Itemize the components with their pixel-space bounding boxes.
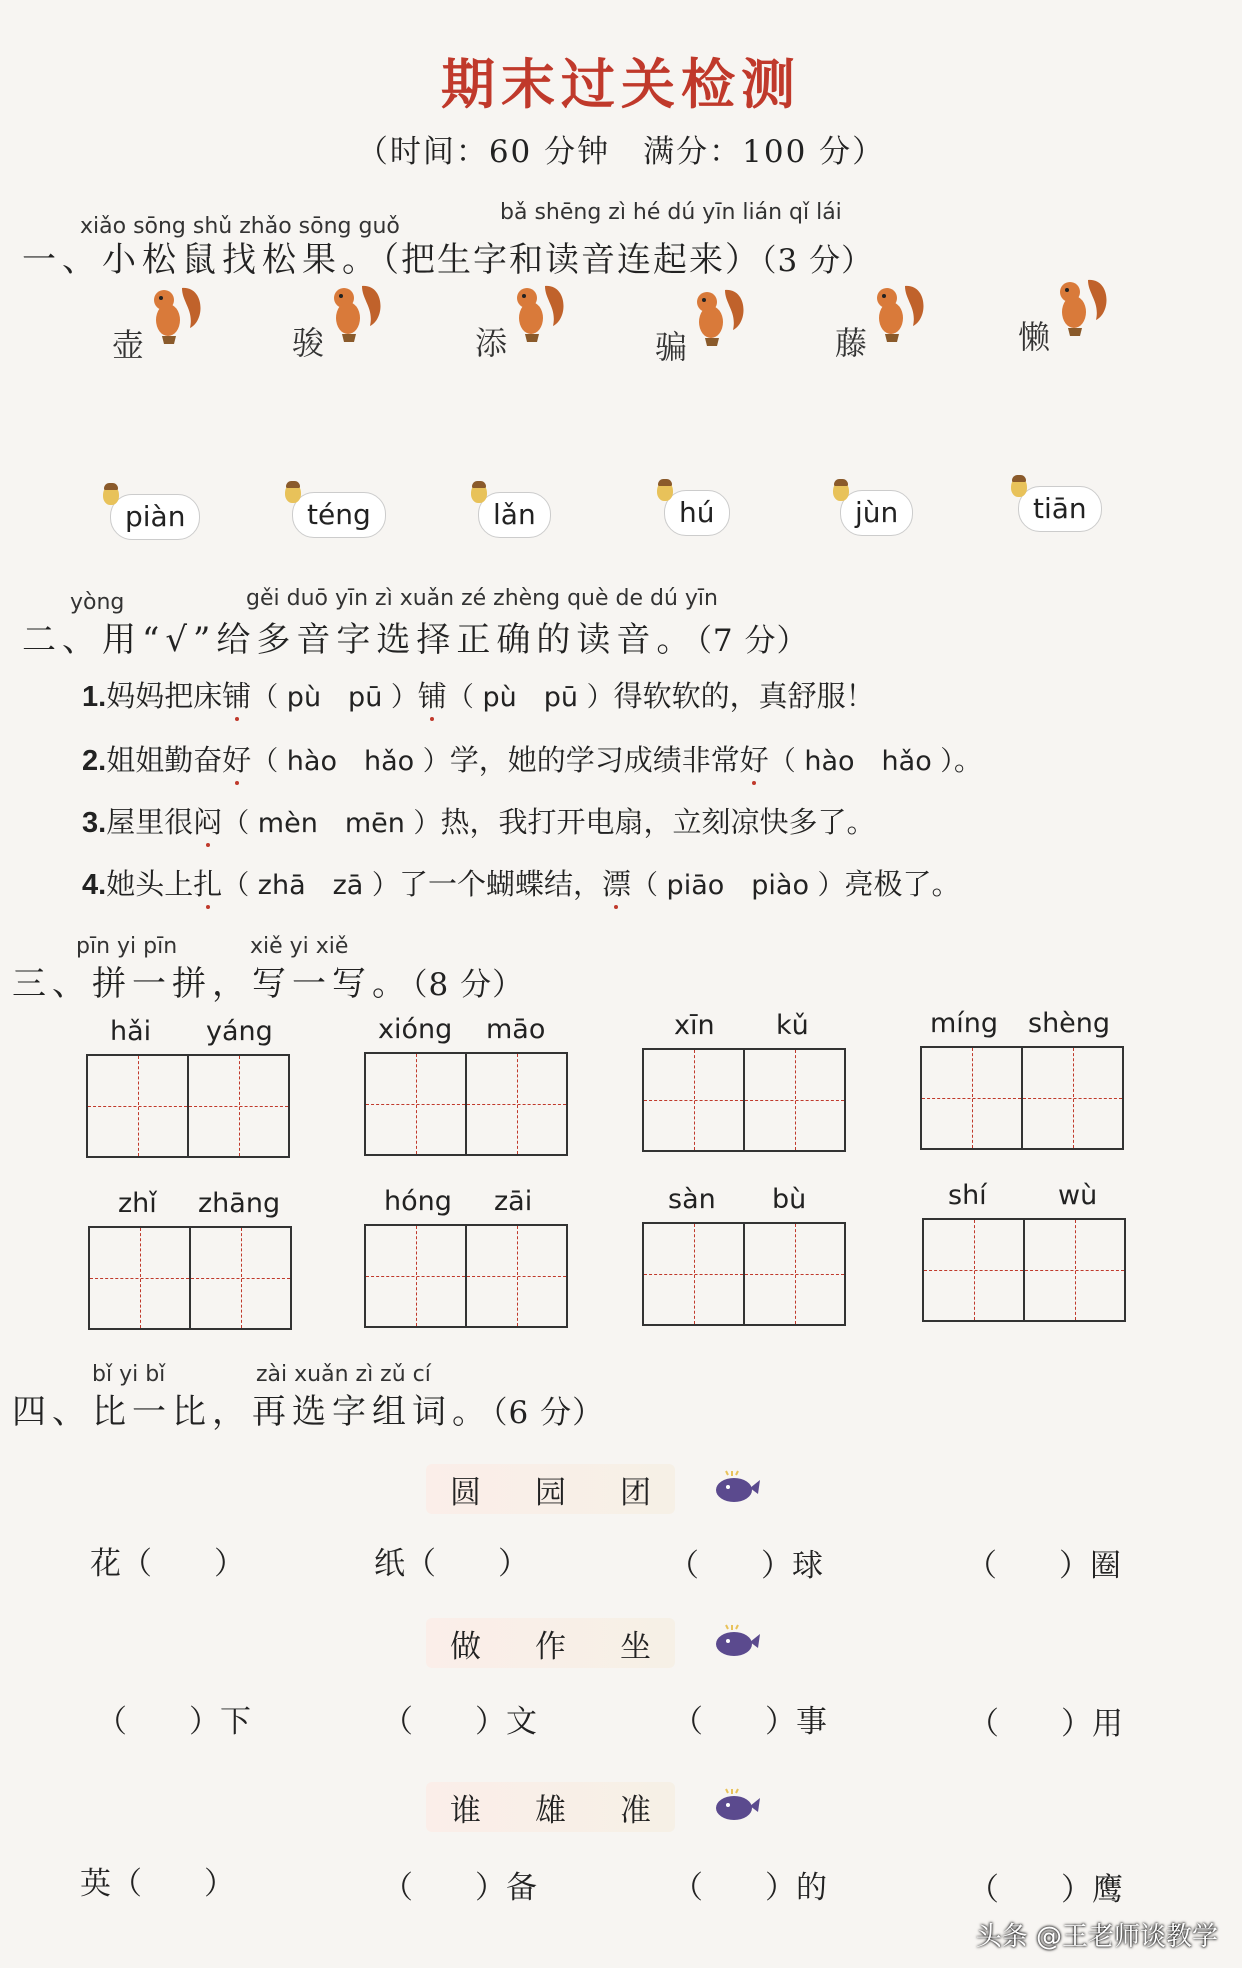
char-tian: 添 <box>475 324 508 362</box>
question-4: 4.她头上扎（ zhā zā ）了一个蝴蝶结，漂（ piāo piào ）亮极了。 <box>82 867 961 901</box>
whale-icon <box>712 1624 760 1658</box>
reading-chip[interactable]: téng <box>292 492 386 538</box>
writing-cell[interactable] <box>88 1056 187 1156</box>
writing-cell[interactable] <box>187 1056 288 1156</box>
reading-choice[interactable]: （ zhā zā ） <box>222 870 399 901</box>
pinyin-annotation: bǎ shēng zì hé dú yīn lián qǐ lái <box>500 200 842 225</box>
section-1-heading: 一、小松鼠找松果。（把生字和读音连起来）（3 分） <box>22 240 874 280</box>
squirrel-card[interactable] <box>835 278 945 378</box>
writing-cell[interactable] <box>1021 1048 1122 1148</box>
blank-item[interactable]: （ ）下 <box>96 1704 251 1740</box>
char-hu: 壶 <box>112 326 145 364</box>
blank-item[interactable]: （ ）事 <box>672 1704 827 1740</box>
char-pian: 骗 <box>655 328 688 366</box>
blank-item[interactable]: 纸（ ） <box>374 1546 529 1582</box>
reading-choice[interactable]: （ hào hǎo ） <box>768 746 954 777</box>
char-lan: 懒 <box>1018 318 1051 356</box>
reading-choice[interactable]: （ piāo piào ） <box>630 870 845 901</box>
page-title: 期末过关检测 <box>441 53 801 116</box>
writing-cell[interactable] <box>366 1054 465 1154</box>
blank-item[interactable]: 英（ ） <box>80 1866 235 1902</box>
writing-cell[interactable] <box>465 1226 566 1326</box>
blank-item[interactable]: （ ）球 <box>668 1548 823 1584</box>
squirrel-card[interactable] <box>1018 272 1128 372</box>
writing-cell[interactable] <box>90 1228 189 1328</box>
writing-cell[interactable] <box>465 1054 566 1154</box>
acorn-icon <box>285 483 301 503</box>
question-2: 2.姐姐勤奋好（ hào hǎo ）学，她的学习成绩非常好（ hào hǎo ）。 <box>82 743 983 777</box>
question-1: 1.妈妈把床铺（ pù pū ）铺（ pù pū ）得软软的，真舒服！ <box>82 679 875 713</box>
char-choice-box: 做 作 坐 <box>426 1618 675 1668</box>
reading-choice[interactable]: （ mèn mēn ） <box>222 808 441 839</box>
blank-item[interactable]: （ ）文 <box>382 1704 537 1740</box>
blank-item[interactable]: （ ）的 <box>672 1870 827 1906</box>
writing-cell[interactable] <box>189 1228 290 1328</box>
pinyin-annotation: pīn yi pīn <box>76 934 178 959</box>
pinyin-annotation: xiě yi xiě <box>250 934 349 959</box>
section-3-heading: 三、拼一拼，写一写。（8 分） <box>12 964 525 1004</box>
char-teng: 藤 <box>835 324 868 362</box>
pinyin-annotation: xiǎo sōng shǔ zhǎo sōng guǒ <box>80 214 400 239</box>
acorn-icon <box>103 485 119 505</box>
squirrel-card[interactable] <box>292 278 402 378</box>
char-jun: 骏 <box>292 324 325 362</box>
pinyin-annotation: yòng <box>70 590 125 615</box>
writing-cell[interactable] <box>366 1226 465 1326</box>
writing-cell[interactable] <box>743 1224 844 1324</box>
reading-chip[interactable]: piàn <box>110 494 200 540</box>
watermark: 头条 @王老师谈教学 <box>975 1922 1218 1952</box>
question-3: 3.屋里很闷（ mèn mēn ）热，我打开电扇，立刻凉快多了。 <box>82 805 876 839</box>
section-2-heading: 二、用“√”给多音字选择正确的读音。（7 分） <box>22 620 809 660</box>
reading-chip[interactable]: hú <box>664 490 730 536</box>
blank-item[interactable]: （ ）鹰 <box>968 1872 1123 1908</box>
blank-item[interactable]: （ ）圈 <box>966 1548 1121 1584</box>
pinyin-annotation: zài xuǎn zì zǔ cí <box>256 1362 431 1387</box>
blank-item[interactable]: 花（ ） <box>90 1546 245 1582</box>
reading-choice[interactable]: （ pù pū ） <box>446 682 614 713</box>
whale-icon <box>712 1788 760 1822</box>
reading-choice[interactable]: （ hào hǎo ） <box>251 746 450 777</box>
acorn-icon <box>833 481 849 501</box>
reading-chip[interactable]: tiān <box>1018 486 1102 532</box>
pinyin-annotation: gěi duō yīn zì xuǎn zé zhèng què de dú yīn <box>246 586 718 611</box>
exam-info: （时间：60 分钟 满分：100 分） <box>356 134 886 170</box>
writing-cell[interactable] <box>924 1220 1023 1320</box>
reading-chip[interactable]: jùn <box>840 490 913 536</box>
whale-icon <box>712 1470 760 1504</box>
acorn-icon <box>471 483 487 503</box>
section-4-heading: 四、比一比，再选字组词。（6 分） <box>12 1392 605 1432</box>
char-choice-box: 圆 园 团 <box>426 1464 675 1514</box>
squirrel-card[interactable] <box>475 278 585 378</box>
reading-choice[interactable]: （ pù pū ） <box>251 682 418 713</box>
writing-cell[interactable] <box>922 1048 1021 1148</box>
squirrel-card[interactable] <box>112 280 222 380</box>
blank-item[interactable]: （ ）备 <box>382 1870 537 1906</box>
acorn-icon <box>657 481 673 501</box>
char-choice-box: 谁 雄 准 <box>426 1782 675 1832</box>
writing-cell[interactable] <box>644 1224 743 1324</box>
acorn-icon <box>1011 477 1027 497</box>
blank-item[interactable]: （ ）用 <box>968 1706 1123 1742</box>
writing-cell[interactable] <box>1023 1220 1124 1320</box>
pinyin-annotation: bǐ yi bǐ <box>92 1362 166 1387</box>
squirrel-card[interactable] <box>655 282 765 382</box>
writing-cell[interactable] <box>743 1050 844 1150</box>
reading-chip[interactable]: lǎn <box>478 492 551 538</box>
writing-cell[interactable] <box>644 1050 743 1150</box>
